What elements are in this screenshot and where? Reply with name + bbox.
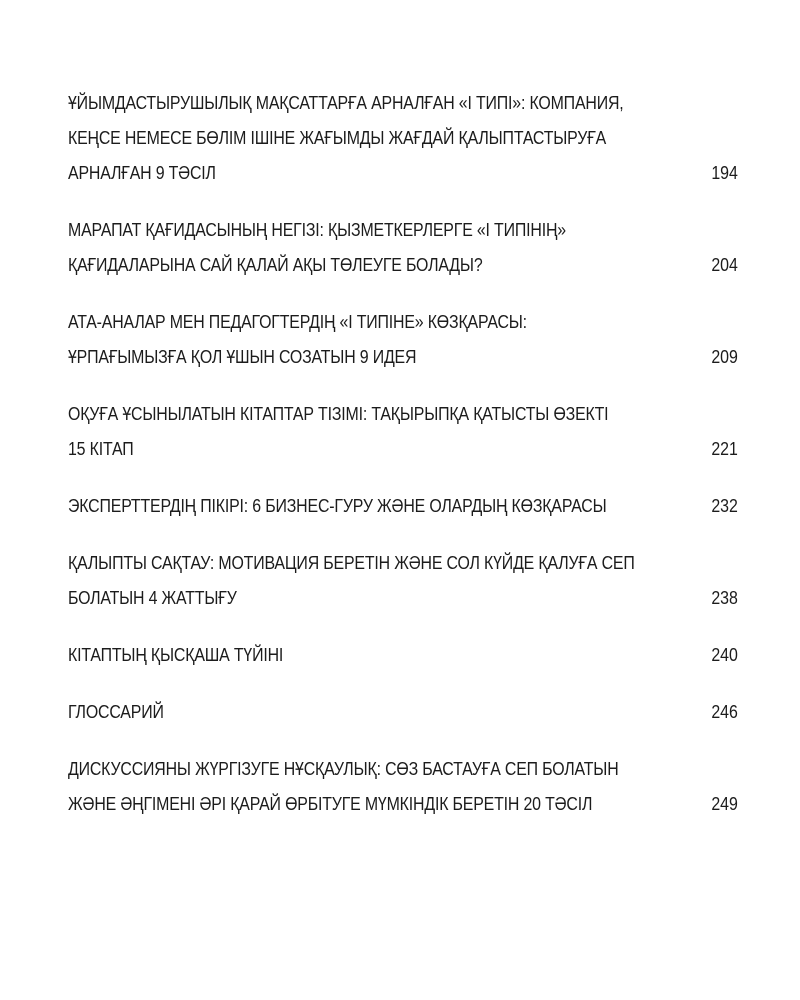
toc-entry-title: ҚАЛЫПТЫ САҚТАУ: МОТИВАЦИЯ БЕРЕТІН ЖӘНЕ СОЛ КҮЙДЕ ҚАЛУҒА СЕП БОЛАТЫН 4 ЖАТТЫҒУ — [68, 552, 635, 608]
toc-entry-page-number: 221 — [711, 438, 738, 459]
toc-entry — [68, 751, 738, 821]
toc-entry-page-number: 238 — [711, 587, 738, 608]
toc-entry — [68, 637, 738, 672]
toc-entry-title: КІТАПТЫҢ ҚЫСҚАША ТҮЙІНІ — [68, 644, 284, 665]
toc-entry-page-number: 209 — [711, 346, 738, 367]
toc-entry — [68, 545, 738, 615]
toc-entry-title: ГЛОССАРИЙ — [68, 701, 164, 722]
toc-entry — [68, 85, 738, 190]
toc-entry-title: ДИСКУССИЯНЫ ЖҮРГІЗУГЕ НҰСҚАУЛЫҚ: СӨЗ БАСТАУҒА СЕП БОЛАТЫН ЖӘНЕ ӘҢГІМЕНІ ӘРІ ҚАРАЙ ӨРБІТУГЕ МҮМКІНДІК БЕРЕТІН 20 ТӘСІЛ — [68, 758, 619, 814]
toc-entry-page-number: 232 — [711, 495, 738, 516]
toc-entry-title: ҰЙЫМДАСТЫРУШЫЛЫҚ МАҚСАТТАРҒА АРНАЛҒАН «І ТИПІ»: КОМПАНИЯ, КЕҢСЕ НЕМЕСЕ БӨЛІМ ІШІНЕ ЖАҒЫМДЫ ЖАҒДАЙ ҚАЛЫПТАСТЫРУҒА АРНАЛҒАН 9 ТӘСІЛ — [68, 92, 624, 183]
toc-entry-page-number: 246 — [711, 701, 738, 722]
toc-entry-title: ЭКСПЕРТТЕРДІҢ ПІКІРІ: 6 БИЗНЕС-ГУРУ ЖӘНЕ ОЛАРДЫҢ КӨЗҚАРАСЫ — [68, 495, 607, 516]
table-of-contents — [68, 85, 738, 843]
toc-entry-page-number: 204 — [711, 254, 738, 275]
toc-entry-page-number: 194 — [711, 162, 738, 183]
toc-entry-title: МАРАПАТ ҚАҒИДАСЫНЫҢ НЕГІЗІ: ҚЫЗМЕТКЕРЛЕРГЕ «І ТИПІНІҢ» ҚАҒИДАЛАРЫНА САЙ ҚАЛАЙ АҚЫ ТӨЛЕУГЕ БОЛАДЫ? — [68, 219, 566, 275]
toc-entry-page-number: 240 — [711, 644, 738, 665]
toc-entry-page-number: 249 — [711, 793, 738, 814]
toc-entry — [68, 488, 738, 523]
toc-entry — [68, 212, 738, 282]
toc-entry — [68, 694, 738, 729]
toc-entry — [68, 396, 738, 466]
toc-entry-title: ОҚУҒА ҰСЫНЫЛАТЫН КІТАПТАР ТІЗІМІ: ТАҚЫРЫПҚА ҚАТЫСТЫ ӨЗЕКТІ 15 КІТАП — [68, 403, 609, 459]
toc-entry — [68, 304, 738, 374]
toc-entry-title: АТА-АНАЛАР МЕН ПЕДАГОГТЕРДІҢ «І ТИПІНЕ» КӨЗҚАРАСЫ: ҰРПАҒЫМЫЗҒА ҚОЛ ҰШЫН СОЗАТЫН 9 ИДЕЯ — [68, 311, 527, 367]
